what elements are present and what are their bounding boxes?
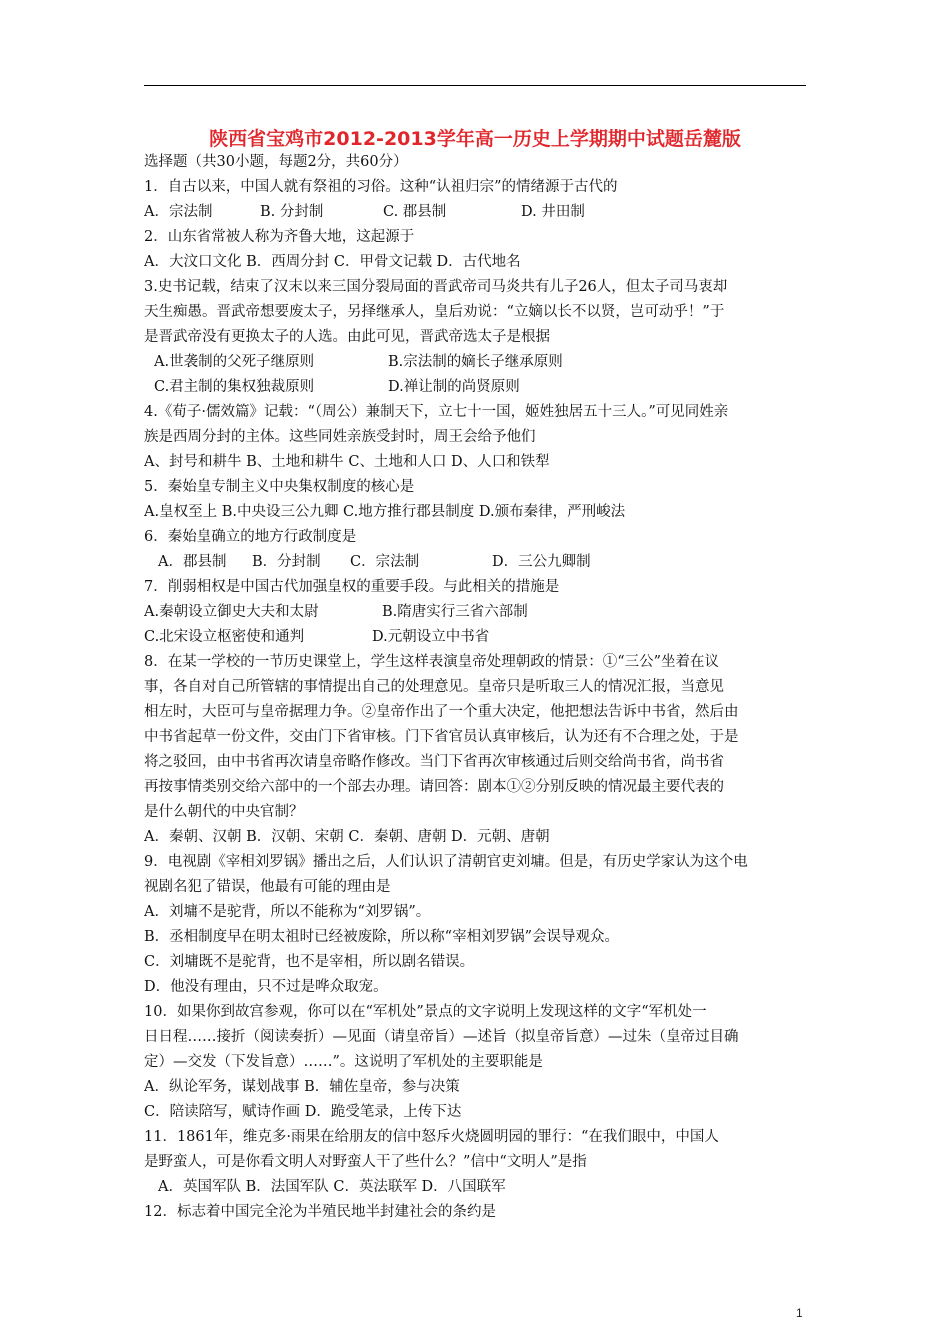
question-1-options	[144, 200, 806, 225]
option-a: A.秦朝设立御史大夫和太尉	[144, 604, 319, 620]
page-number: 1	[796, 1306, 803, 1320]
option-a: A．宗法制	[144, 204, 213, 220]
option-c: C.北宋设立枢密使和通判	[144, 629, 305, 645]
question-10-options-ab: A．纵论军务，谋划战事 B．辅佐皇帝，参与决策	[144, 1079, 460, 1095]
option-b: B.隋唐实行三省六部制	[382, 604, 528, 620]
question-8-cont: 相左时，大臣可与皇帝据理力争。②皇帝作出了一个重大决定，他把想法告诉中书省，然后由	[144, 704, 739, 720]
question-3-cont: 是晋武帝没有更换太子的人选。由此可见，晋武帝选太子是根据	[144, 329, 550, 345]
question-2-options: A．大汶口文化 B．西周分封 C．甲骨文记载 D．古代地名	[144, 254, 521, 270]
question-10: 10．如果你到故宫参观，你可以在“军机处”景点的文字说明上发现这样的文字“军机处一	[144, 1004, 707, 1020]
question-8-cont: 再按事情类别交给六部中的一个部去办理。请回答：剧本①②分别反映的情况最主要代表的	[144, 779, 724, 795]
question-9-option-b: B．丞相制度早在明太祖时已经被废除，所以称“宰相刘罗锅”会误导观众。	[144, 929, 619, 945]
question-8-cont: 中书省起草一份文件，交由门下省审核。门下省官员认真审核后，认为还有不合理之处，于是	[144, 729, 739, 745]
question-3: 3.史书记载，结束了汉末以来三国分裂局面的晋武帝司马炎共有儿子26人，但太子司马衷却	[144, 279, 728, 295]
question-1: 1．自古以来，中国人就有祭祖的习俗。这种“认祖归宗”的情绪源于古代的	[144, 179, 618, 195]
question-7: 7．削弱相权是中国古代加强皇权的重要手段。与此相关的措施是	[144, 579, 560, 595]
option-d: D.禅让制的尚贤原则	[388, 379, 520, 395]
question-5: 5．秦始皇专制主义中央集权制度的核心是	[144, 479, 415, 495]
option-a: A．郡县制	[158, 554, 227, 570]
question-4-cont: 族是西周分封的主体。这些同姓亲族受封时，周王会给予他们	[144, 429, 536, 445]
question-8-cont: 将之驳回，由中书省再次请皇帝略作修改。当门下省再次审核通过后则交给尚书省，尚书省	[144, 754, 724, 770]
option-c: C．宗法制	[350, 554, 420, 570]
question-8: 8．在某一学校的一节历史课堂上，学生这样表演皇帝处理朝政的情景：①“三公”坐着在议	[144, 654, 720, 670]
question-3-options-cd	[144, 375, 806, 400]
question-4: 4.《荀子·儒效篇》记载：“（周公）兼制天下，立七十一国，姬姓独居五十三人。”可见同姓亲	[144, 404, 729, 420]
option-b: B．分封制	[252, 554, 321, 570]
question-9-cont: 视剧名犯了错误，他最有可能的理由是	[144, 879, 391, 895]
option-b: B. 分封制	[260, 204, 324, 220]
question-12: 12．标志着中国完全沦为半殖民地半封建社会的条约是	[144, 1204, 496, 1220]
option-d: D. 井田制	[521, 204, 585, 220]
option-a: A.世袭制的父死子继原则	[154, 354, 315, 370]
question-4-options: A、封号和耕牛 B、土地和耕牛 C、土地和人口 D、人口和铁犁	[144, 454, 550, 470]
question-11-cont: 是野蛮人，可是你看文明人对野蛮人干了些什么？”信中“文明人”是指	[144, 1154, 587, 1170]
question-11: 11．1861年，维克多·雨果在给朋友的信中怒斥火烧圆明园的罪行：“在我们眼中，中国人	[144, 1129, 719, 1145]
question-9-option-d: D．他没有理由，只不过是哗众取宠。	[144, 979, 388, 995]
question-2: 2．山东省常被人称为齐鲁大地，这起源于	[144, 229, 415, 245]
section-heading: 选择题（共30小题，每题2分，共60分）	[144, 154, 408, 170]
question-10-options-cd: C．陪读陪写，赋诗作画 D．跪受笔录，上传下达	[144, 1104, 462, 1120]
document-title: 陕西省宝鸡市2012-2013学年高一历史上学期期中试题岳麓版	[209, 128, 741, 150]
question-3-cont: 天生痴愚。晋武帝想要废太子，另择继承人，皇后劝说：“立嫡以长不以贤，岂可动乎！”于	[144, 304, 725, 320]
question-8-cont: 事，各自对自己所管辖的事情提出自己的处理意见。皇帝只是听取三人的情况汇报，当意见	[144, 679, 724, 695]
option-b: B.宗法制的嫡长子继承原则	[388, 354, 563, 370]
header-rule	[144, 85, 806, 86]
option-c: C.君主制的集权独裁原则	[154, 379, 315, 395]
question-list	[144, 150, 806, 1225]
question-9: 9．电视剧《宰相刘罗锅》播出之后，人们认识了清朝官吏刘墉。但是，有历史学家认为这个电	[144, 854, 748, 870]
option-d: D.元朝设立中书省	[372, 629, 490, 645]
question-7-options-cd	[144, 625, 806, 650]
question-10-cont: 定）—交发（下发旨意）……”。这说明了军机处的主要职能是	[144, 1054, 543, 1070]
option-d: D．三公九卿制	[492, 554, 591, 570]
option-c: C. 郡县制	[383, 204, 447, 220]
question-8-options: A．秦朝、汉朝 B．汉朝、宋朝 C．秦朝、唐朝 D．元朝、唐朝	[144, 829, 550, 845]
question-3-options-ab	[144, 350, 806, 375]
question-9-option-a: A．刘墉不是驼背，所以不能称为“刘罗锅”。	[144, 904, 431, 920]
question-6-options	[144, 550, 806, 575]
question-8-cont: 是什么朝代的中央官制？	[144, 804, 304, 820]
question-7-options-ab	[144, 600, 806, 625]
question-11-options: A．英国军队 B．法国军队 C．英法联军 D．八国联军	[158, 1179, 506, 1195]
question-5-options: A.皇权至上 B.中央设三公九卿 C.地方推行郡县制度 D.颁布秦律，严刑峻法	[144, 504, 626, 520]
question-10-cont: 日日程……接折（阅读奏折）—见面（请皇帝旨）—述旨（拟皇帝旨意）—过朱（皇帝过目确	[144, 1029, 739, 1045]
question-9-option-c: C．刘墉既不是驼背，也不是宰相，所以剧名错误。	[144, 954, 475, 970]
question-6: 6．秦始皇确立的地方行政制度是	[144, 529, 357, 545]
